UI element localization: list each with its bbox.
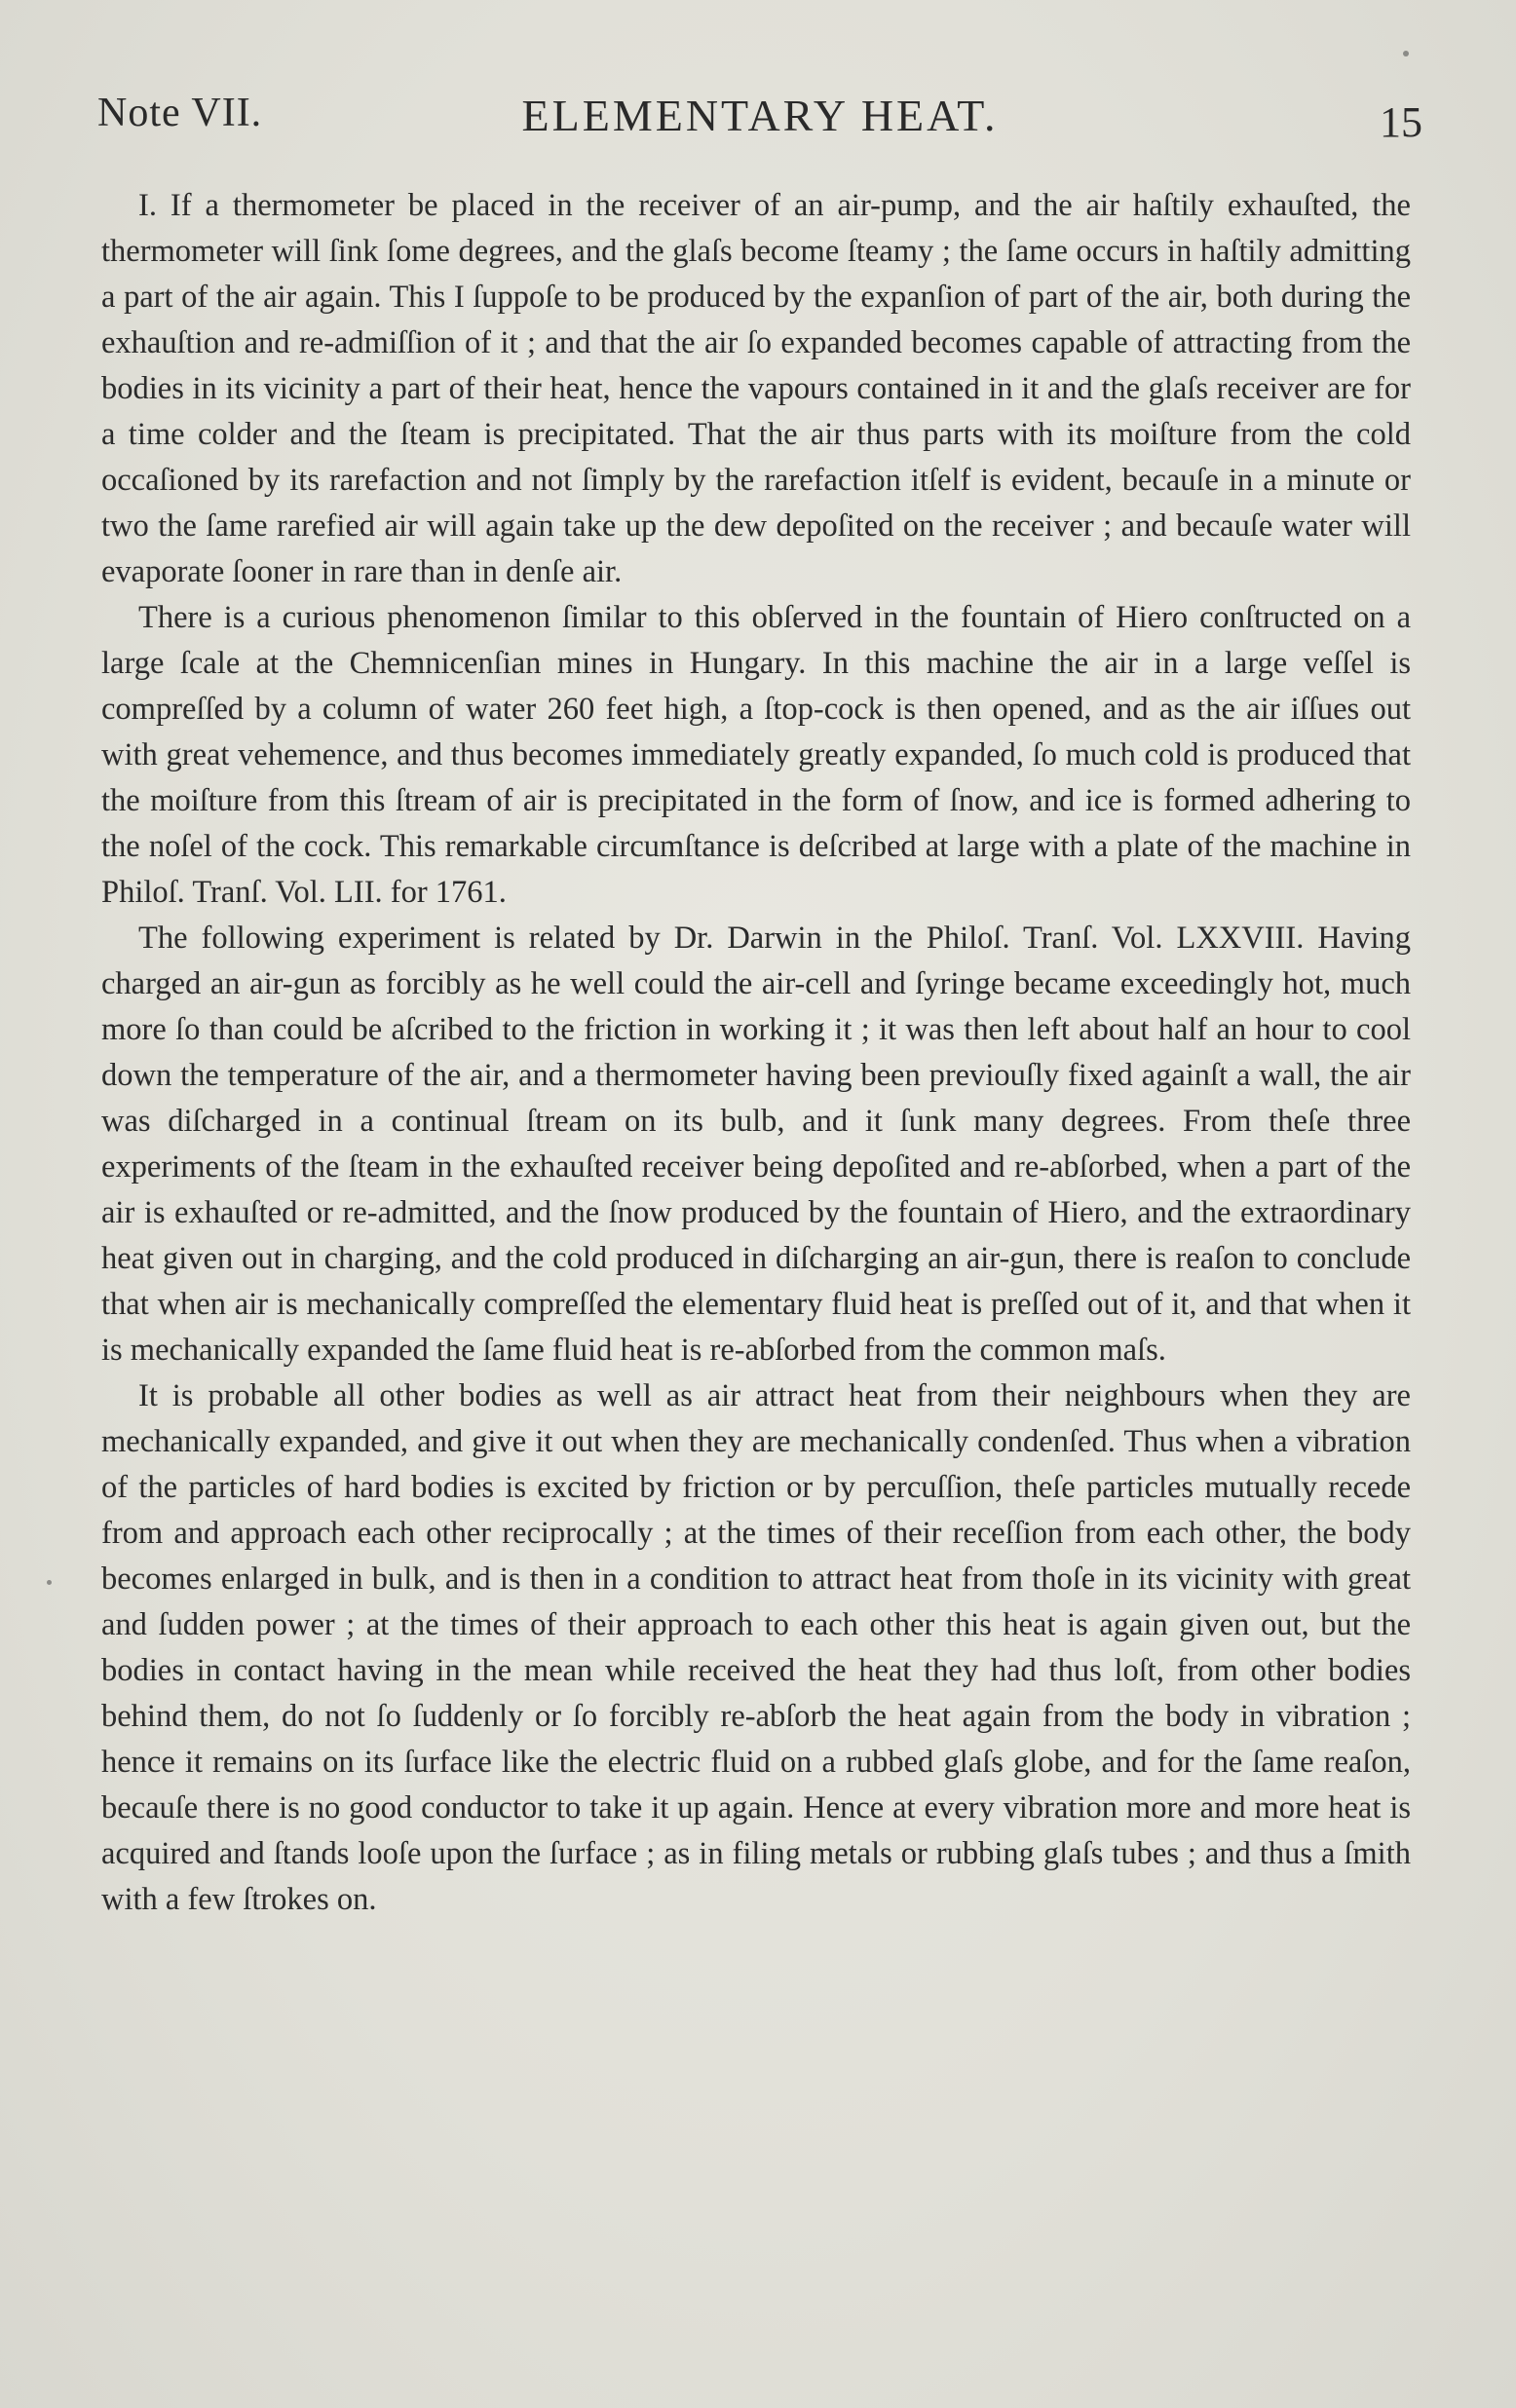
- paragraph: I. If a thermometer be placed in the receiver of an air-pump, and the air haſtily exhauſted, the thermometer will ſink ſome degrees, and the glaſs become ſteamy ; the ſame occurs in haſtily admitting a part of the air again. This I ſuppoſe to be produced by the expanſion of part of the air, both during the exhauſtion and re-admiſſion of it ; and that the air ſo expanded becomes capable of attracting from the bodies in its vicinity a part of their heat, hence the vapours contained in it and the glaſs receiver are for a time colder and the ſteam is precipitated. That the air thus parts with its moiſture from the cold occaſioned by its rarefaction and not ſimply by the rarefaction itſelf is evident, becauſe in a minute or two the ſame rarefied air will again take up the dew depoſited on the receiver ; and becauſe water will evaporate ſooner in rare than in denſe air.: [101, 188, 1411, 589]
- paragraph: There is a curious phenomenon ſimilar to this obſerved in the fountain of Hiero conſtructed on a large ſcale at the Chemnicenſian mines in Hungary. In this machine the air in a large veſſel is compreſſed by a column of water 260 feet high, a ſtop-cock is then opened, and as the air iſſues out with great vehemence, and thus becomes immediately greatly expanded, ſo much cold is produced that the moiſture from this ſtream of air is precipitated in the form of ſnow, and ice is formed adhering to the noſel of the cock. This remarkable circumſtance is deſcribed at large with a plate of the machine in Philoſ. Tranſ. Vol. LII. for 1761.: [101, 600, 1411, 910]
- ink-speck: [1403, 51, 1409, 56]
- note-label: Note VII.: [97, 91, 263, 135]
- body-text: [101, 183, 1411, 1923]
- paragraph: The following experiment is related by Dr. Darwin in the Philoſ. Tranſ. Vol. LXXVIII. Having charged an air-gun as forcibly as he well could the air-cell and ſyringe became exceedingly hot, much more ſo than could be aſcribed to the friction in working it ; it was then left about half an hour to cool down the temperature of the air, and a thermometer having been previouſly fixed againſt a wall, the air was diſcharged in a continual ſtream on its bulb, and it ſunk many degrees. From theſe three experiments of the ſteam in the exhauſted receiver being depoſited and re-abſorbed, when a part of the air is exhauſted or re-admitted, and the ſnow produced by the fountain of Hiero, and the extraordinary heat given out in charging, and the cold produced in diſcharging an air-gun, there is reaſon to conclude that when air is mechanically compreſſed the elementary fluid heat is preſſed out of it, and that when it is mechanically expanded the ſame fluid heat is re-abſorbed from the common maſs.: [101, 921, 1411, 1368]
- ink-speck: [47, 1580, 52, 1585]
- page-number: 15: [1380, 98, 1422, 146]
- page-title: ELEMENTARY HEAT.: [521, 91, 999, 140]
- running-header: [97, 90, 1422, 158]
- paragraph: It is probable all other bodies as well as air attract heat from their neighbours when they are mechanically expanded, and give it out when they are mechanically condenſed. Thus when a vibration of the particles of hard bodies is excited by friction or by percuſſion, theſe particles mutually recede from and approach each other reciprocally ; at the times of their receſſion from each other, the body becomes enlarged in bulk, and is then in a condition to attract heat from thoſe in its vicinity with great and ſudden power ; at the times of their approach to each other this heat is again given out, but the bodies in contact having in the mean while received the heat they had thus loſt, from other bodies behind them, do not ſo ſuddenly or ſo forcibly re-abſorb the heat again from the body in vibration ; hence it remains on its ſurface like the electric fluid on a rubbed glaſs globe, and for the ſame reaſon, becauſe there is no good conductor to take it up again. Hence at every vibration more and more heat is acquired and ſtands looſe upon the ſurface ; as in filing metals or rubbing glaſs tubes ; and thus a ſmith with a few ſtrokes on.: [101, 1378, 1411, 1917]
